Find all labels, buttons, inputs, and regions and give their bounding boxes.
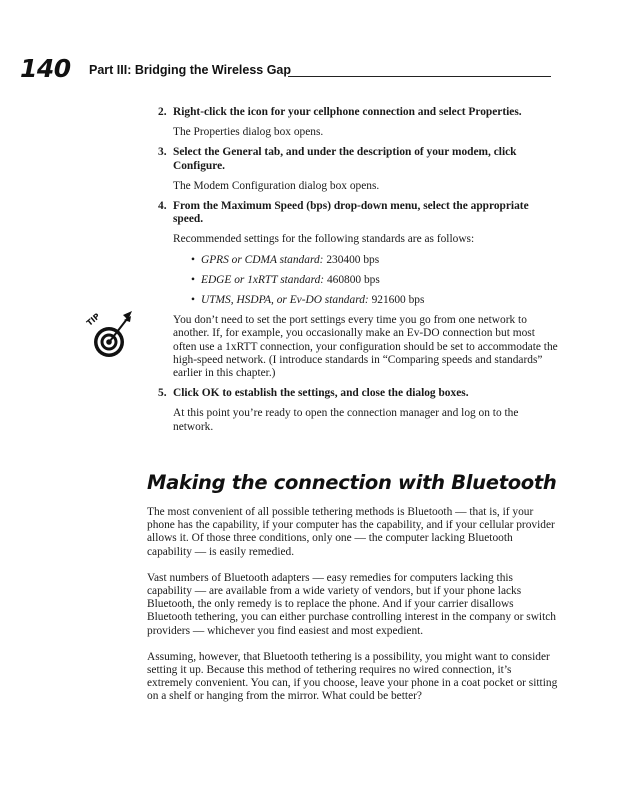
tip-block (84, 311, 558, 380)
speed-value: 460800 bps (326, 273, 380, 286)
step-number: 4. (158, 200, 167, 213)
step-number: 5. (158, 387, 167, 400)
tip-icon-label: TIP (84, 311, 102, 328)
list-item (191, 254, 558, 267)
target-icon (84, 308, 135, 360)
step-result: At this point you’re ready to open the connection manager and log on to the network. (173, 407, 519, 433)
step-result: The Modem Configuration dialog box opens. (173, 179, 380, 192)
step-4 (84, 200, 558, 380)
list-item (191, 294, 558, 307)
speed-value: 921600 bps (371, 294, 425, 307)
section-heading: Making the connection with Bluetooth (147, 471, 557, 494)
running-header (20, 54, 551, 84)
step-instruction: Select the General tab, and under the description of your modem, click Configure. (173, 146, 517, 172)
standard-label: UTMS, HSDPA, or Ev-DO standard: (201, 294, 369, 307)
speed-value: 230400 bps (326, 253, 380, 266)
steps-list (84, 106, 558, 441)
paragraph: Vast numbers of Bluetooth adapters — easy remedies for computers lacking this capability — are available from a wide variety of vendors, but if your phone lacks Bluetooth, the only remedy is to replace the phone. And if your carrier disallows Bluetooth tethering, you can either purchase controlling interest in the company or switch providers — whichever you find easiest and most expedient. (147, 571, 557, 637)
step-3 (158, 146, 558, 193)
step-number: 3. (158, 146, 167, 159)
step-result: The Properties dialog box opens. (173, 126, 324, 139)
step-5 (158, 387, 558, 434)
section-body (147, 506, 559, 717)
tip-text: You don’t need to set the port settings every time you go from one network to another. If, for example, you occasionally make an Ev-DO connection but most often use a 1xRTT connection, your configuration should be set to accommodate the high-speed network. (I introduce standards in “Comparing speeds and standards” earlier in this chapter.) (173, 314, 558, 380)
speed-settings-list (173, 254, 558, 308)
paragraph: Assuming, however, that Bluetooth tethering is a possibility, you might want to consider setting it up. Because this method of tethering requires no wired connection, it’s extremely convenient. You can, if you choose, leave your phone in a coat pocket or sitting on a shelf or hanging from the mirror. What could be better? (147, 650, 558, 703)
step-instruction: Click OK to establish the settings, and close the dialog boxes. (173, 387, 469, 400)
standard-label: GPRS or CDMA standard: (201, 253, 324, 266)
step-instruction: From the Maximum Speed (bps) drop-down menu, select the appropriate speed. (173, 200, 529, 226)
step-2 (158, 106, 558, 139)
page-number: 140 (20, 54, 71, 83)
part-title: Part III: Bridging the Wireless Gap (89, 63, 292, 77)
paragraph: The most convenient of all possible tethering methods is Bluetooth — that is, if your phone has the capability, if your computer has the capability, and if your cellular provider allows it. Of those three conditions, only one — the computer lacking Bluetooth capability — is easily remedied. (147, 506, 555, 558)
header-rule (288, 76, 551, 77)
standard-label: EDGE or 1xRTT standard: (201, 273, 325, 286)
step-intro: Recommended settings for the following standards are as follows: (173, 233, 475, 246)
step-instruction: Right-click the icon for your cellphone connection and select Properties. (173, 106, 522, 118)
step-number: 2. (158, 106, 167, 118)
list-item (191, 274, 558, 287)
